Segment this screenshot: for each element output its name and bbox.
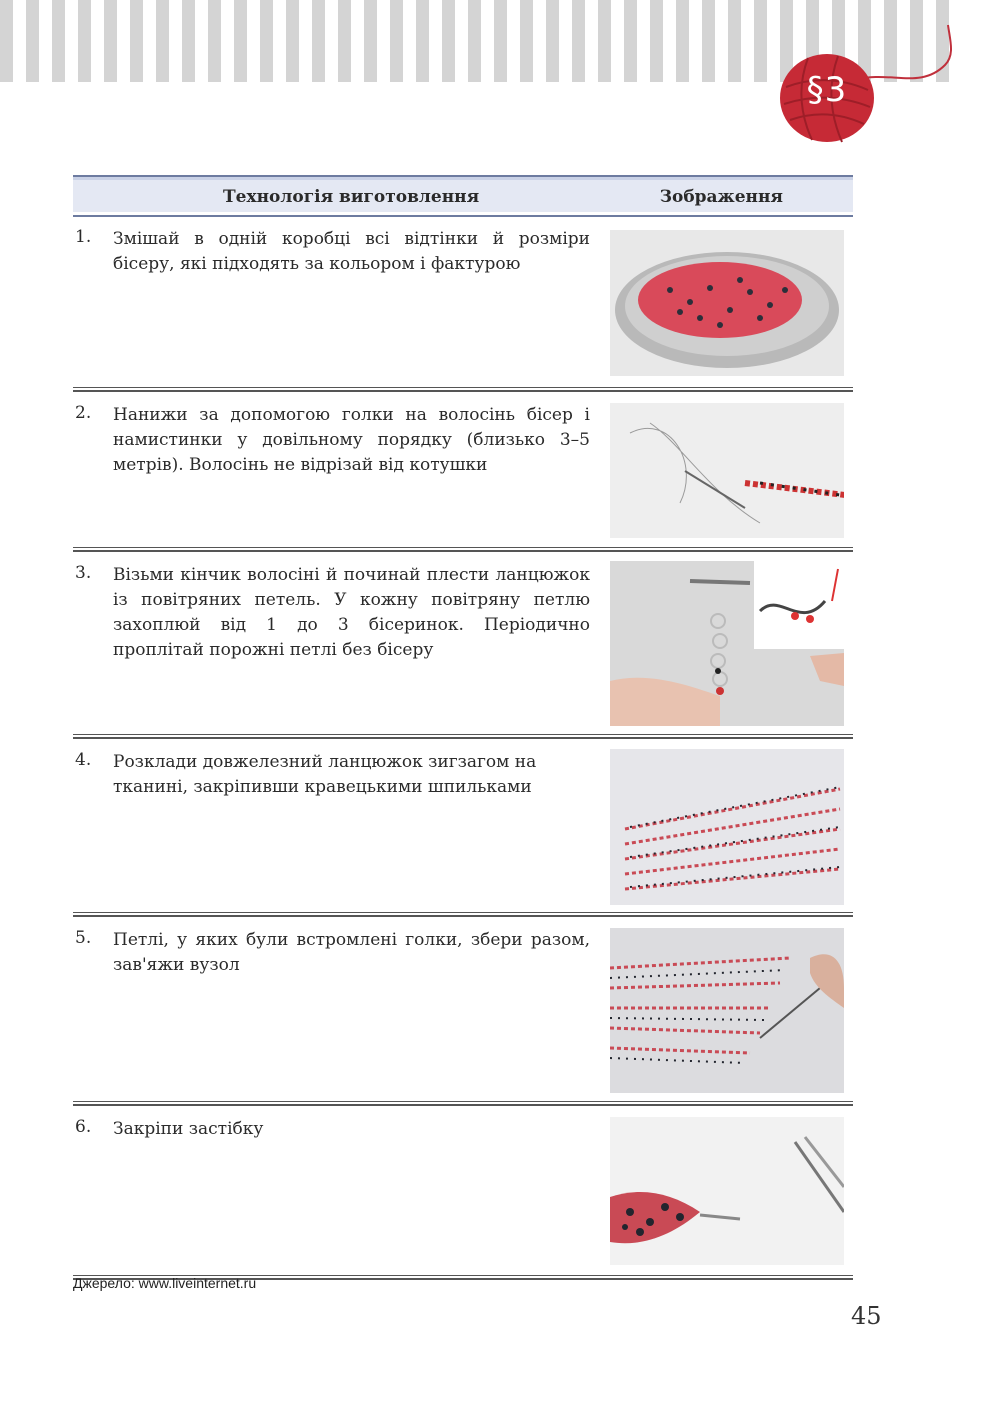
step-number: 6. [75,1117,92,1137]
table-row [73,918,853,1102]
clasp-icon [610,1117,844,1265]
step-text: Розклади довжелезний ланцюжок зигзагом на тканині, закріпивши кравецькими шпильками [113,752,537,797]
beads-in-tin-icon [610,230,844,376]
source-note: Джерело: www.liveinternet.ru [73,1275,257,1291]
step-number: 4. [75,750,92,770]
step-text: Нанижи за допомогою голки на волосінь бісер і намистинки у довільному порядку (близько 3–5 метрів). Волосінь не відрізай від котушки [113,405,590,475]
header-image: Зображення [659,187,783,207]
header-technology: Технологія виготовлення [223,187,480,207]
step-number: 3. [75,563,92,583]
table-row [73,1107,853,1276]
step-text: Закріпи застібку [113,1119,264,1139]
table-row [73,393,853,548]
section-badge [778,52,876,144]
step-number: 5. [75,928,92,948]
table-row [73,553,853,735]
zigzag-chain-icon [610,749,844,905]
step-number: 2. [75,403,92,423]
step-text: Петлі, у яких були встромлені голки, збери разом, зав'яжи вузол [113,930,590,975]
section-number: §3 [806,70,848,110]
page-number: 45 [851,1302,882,1330]
gather-loops-icon [610,928,844,1093]
step-number: 1. [75,227,92,247]
table-row [73,740,853,913]
technology-table [73,175,853,1276]
table-row [73,217,853,388]
table-header [73,175,853,217]
crochet-chain-icon [610,561,844,726]
needle-and-thread-icon [610,403,844,538]
step-text: Візьми кінчик волосіні й починай плести ланцюжок із повітряних петель. У кожну повітряну петлю захоплюй від 1 до 3 бісеринок. Періодично проплітай порожні петлі без бісеру [113,565,590,660]
step-text: Змішай в одній коробці всі відтінки й розміри бісеру, які підходять за кольором і фактурою [113,229,590,274]
